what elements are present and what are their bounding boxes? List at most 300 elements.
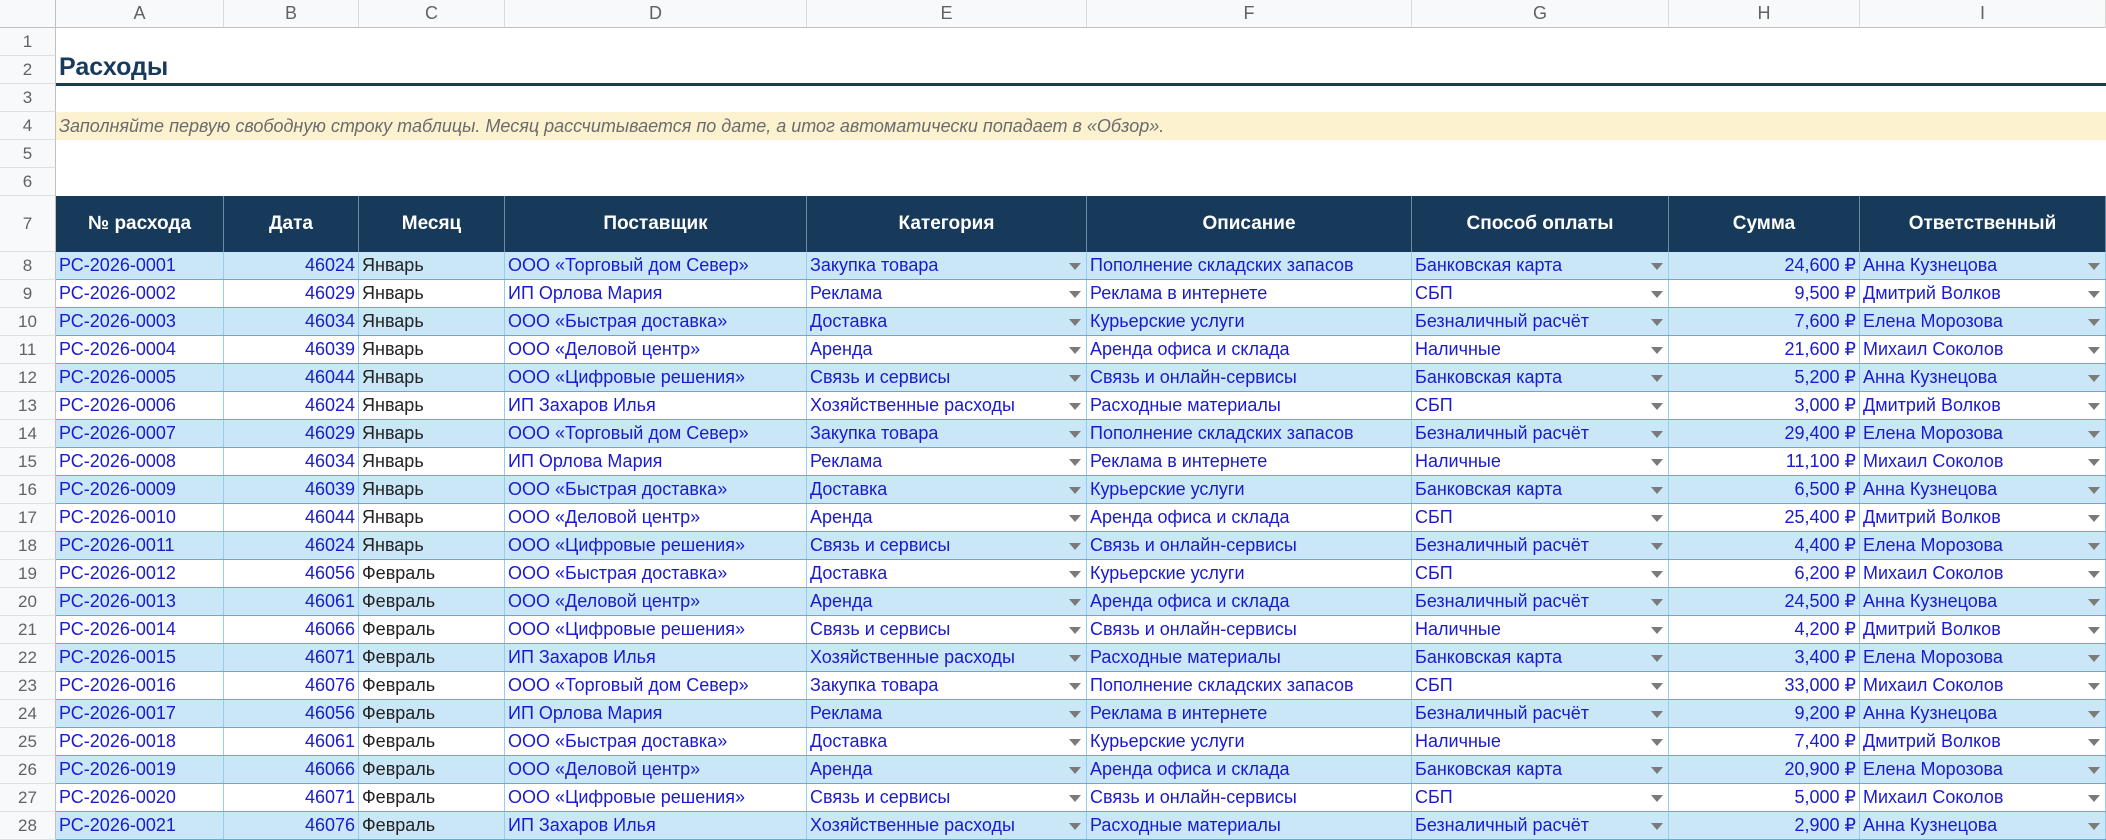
table-cell[interactable] [1087,532,1412,559]
table-cell[interactable] [359,700,505,727]
dropdown-arrow-icon[interactable] [1651,543,1663,550]
table-cell[interactable] [359,252,505,279]
dropdown-arrow-icon[interactable] [1651,767,1663,774]
dropdown-arrow-icon[interactable] [1069,823,1081,830]
table-cell[interactable] [56,700,224,727]
table-cell[interactable] [1669,420,1860,447]
table-cell[interactable] [505,448,807,475]
table-cell[interactable] [56,812,224,839]
table-cell[interactable] [1860,588,2106,615]
dropdown-arrow-icon[interactable] [1651,375,1663,382]
table-cell[interactable] [505,532,807,559]
dropdown-arrow-icon[interactable] [1651,711,1663,718]
column-header-d[interactable]: D [505,0,807,28]
dropdown-arrow-icon[interactable] [1651,403,1663,410]
table-cell[interactable] [1860,784,2106,811]
dropdown-arrow-icon[interactable] [1651,431,1663,438]
table-cell[interactable] [359,308,505,335]
table-cell[interactable] [56,560,224,587]
table-cell[interactable] [505,336,807,363]
table-cell[interactable] [359,560,505,587]
row-header-25[interactable]: 25 [0,728,56,756]
dropdown-arrow-icon[interactable] [1069,571,1081,578]
table-cell[interactable] [359,336,505,363]
column-header-b[interactable]: B [224,0,359,28]
dropdown-arrow-icon[interactable] [1651,795,1663,802]
table-cell[interactable] [359,392,505,419]
table-cell[interactable] [224,448,359,475]
table-cell[interactable] [56,364,224,391]
column-header-e[interactable]: E [807,0,1087,28]
dropdown-arrow-icon[interactable] [2088,711,2100,718]
column-header-i[interactable]: I [1860,0,2106,28]
table-cell[interactable] [56,532,224,559]
table-cell[interactable] [224,784,359,811]
select-all-corner[interactable] [0,0,56,28]
dropdown-arrow-icon[interactable] [2088,403,2100,410]
table-cell[interactable] [224,728,359,755]
table-cell[interactable] [1412,728,1669,755]
dropdown-arrow-icon[interactable] [1069,655,1081,662]
table-cell[interactable] [1412,812,1669,839]
table-cell[interactable] [56,728,224,755]
dropdown-arrow-icon[interactable] [2088,599,2100,606]
table-cell[interactable] [224,336,359,363]
dropdown-arrow-icon[interactable] [1651,459,1663,466]
dropdown-arrow-icon[interactable] [2088,767,2100,774]
dropdown-arrow-icon[interactable] [1069,291,1081,298]
table-cell[interactable] [224,616,359,643]
dropdown-arrow-icon[interactable] [1069,459,1081,466]
row-header-14[interactable]: 14 [0,420,56,448]
table-cell[interactable] [224,364,359,391]
table-cell[interactable] [1669,616,1860,643]
dropdown-arrow-icon[interactable] [2088,543,2100,550]
table-cell[interactable] [807,308,1087,335]
dropdown-arrow-icon[interactable] [2088,683,2100,690]
table-cell[interactable] [1669,560,1860,587]
table-cell[interactable] [1412,252,1669,279]
table-cell[interactable] [56,392,224,419]
table-cell[interactable] [1087,812,1412,839]
dropdown-arrow-icon[interactable] [1651,347,1663,354]
table-cell[interactable] [1412,588,1669,615]
table-cell[interactable] [505,784,807,811]
table-cell[interactable] [224,420,359,447]
table-cell[interactable] [505,616,807,643]
table-cell[interactable] [807,728,1087,755]
table-cell[interactable] [505,476,807,503]
table-cell[interactable] [1669,476,1860,503]
table-cell[interactable] [224,476,359,503]
table-cell[interactable] [807,616,1087,643]
table-cell[interactable] [1860,336,2106,363]
table-cell[interactable] [56,476,224,503]
table-cell[interactable] [505,560,807,587]
table-cell[interactable] [807,280,1087,307]
dropdown-arrow-icon[interactable] [1651,571,1663,578]
table-cell[interactable] [807,784,1087,811]
table-cell[interactable] [807,476,1087,503]
dropdown-arrow-icon[interactable] [1069,711,1081,718]
table-cell[interactable] [505,308,807,335]
table-cell[interactable] [224,700,359,727]
table-cell[interactable] [56,504,224,531]
table-cell[interactable] [807,812,1087,839]
table-cell[interactable] [1860,644,2106,671]
table-cell[interactable] [359,476,505,503]
table-cell[interactable] [224,644,359,671]
dropdown-arrow-icon[interactable] [1651,263,1663,270]
table-cell[interactable] [807,700,1087,727]
dropdown-arrow-icon[interactable] [1069,487,1081,494]
table-cell[interactable] [505,644,807,671]
row-header-20[interactable]: 20 [0,588,56,616]
dropdown-arrow-icon[interactable] [1069,627,1081,634]
row-header-8[interactable]: 8 [0,252,56,280]
table-cell[interactable] [1412,532,1669,559]
table-cell[interactable] [224,308,359,335]
dropdown-arrow-icon[interactable] [1069,375,1081,382]
row-header-5[interactable]: 5 [0,140,56,168]
table-cell[interactable] [505,812,807,839]
table-cell[interactable] [807,644,1087,671]
table-cell[interactable] [1412,392,1669,419]
row-header-27[interactable]: 27 [0,784,56,812]
dropdown-arrow-icon[interactable] [1069,263,1081,270]
row-header-16[interactable]: 16 [0,476,56,504]
dropdown-arrow-icon[interactable] [1069,403,1081,410]
table-cell[interactable] [505,504,807,531]
table-cell[interactable] [1860,700,2106,727]
table-cell[interactable] [1412,700,1669,727]
column-header-g[interactable]: G [1412,0,1669,28]
table-cell[interactable] [1669,504,1860,531]
row-header-28[interactable]: 28 [0,812,56,840]
dropdown-arrow-icon[interactable] [2088,515,2100,522]
table-cell[interactable] [359,756,505,783]
table-cell[interactable] [56,616,224,643]
table-cell[interactable] [224,588,359,615]
column-header-c[interactable]: C [359,0,505,28]
table-cell[interactable] [1669,532,1860,559]
row-header-11[interactable]: 11 [0,336,56,364]
row-header-19[interactable]: 19 [0,560,56,588]
table-cell[interactable] [1087,588,1412,615]
table-cell[interactable] [505,672,807,699]
dropdown-arrow-icon[interactable] [1069,683,1081,690]
table-cell[interactable] [1860,728,2106,755]
table-cell[interactable] [1860,532,2106,559]
row-header-24[interactable]: 24 [0,700,56,728]
dropdown-arrow-icon[interactable] [1069,795,1081,802]
table-cell[interactable] [1412,560,1669,587]
table-cell[interactable] [359,532,505,559]
row-header-21[interactable]: 21 [0,616,56,644]
table-cell[interactable] [1412,308,1669,335]
row-header-1[interactable]: 1 [0,28,56,56]
row-header-6[interactable]: 6 [0,168,56,196]
row-header-2[interactable]: 2 [0,56,56,84]
table-cell[interactable] [1860,476,2106,503]
row-header-12[interactable]: 12 [0,364,56,392]
dropdown-arrow-icon[interactable] [1651,683,1663,690]
table-cell[interactable] [1860,448,2106,475]
table-cell[interactable] [56,252,224,279]
table-cell[interactable] [1412,672,1669,699]
dropdown-arrow-icon[interactable] [2088,431,2100,438]
table-cell[interactable] [807,588,1087,615]
table-cell[interactable] [1087,308,1412,335]
table-cell[interactable] [1860,420,2106,447]
table-cell[interactable] [56,672,224,699]
dropdown-arrow-icon[interactable] [1069,767,1081,774]
table-cell[interactable] [1412,784,1669,811]
table-cell[interactable] [505,728,807,755]
row-header-23[interactable]: 23 [0,672,56,700]
table-cell[interactable] [1860,756,2106,783]
table-cell[interactable] [1412,448,1669,475]
table-cell[interactable] [807,364,1087,391]
table-header-cell[interactable]: Дата [224,196,359,252]
table-cell[interactable] [224,504,359,531]
row-header-3[interactable]: 3 [0,84,56,112]
table-cell[interactable] [359,420,505,447]
table-cell[interactable] [224,532,359,559]
table-cell[interactable] [1087,644,1412,671]
table-cell[interactable] [1860,504,2106,531]
table-cell[interactable] [1412,280,1669,307]
table-cell[interactable] [505,700,807,727]
dropdown-arrow-icon[interactable] [1651,487,1663,494]
table-cell[interactable] [1860,560,2106,587]
dropdown-arrow-icon[interactable] [1069,347,1081,354]
table-cell[interactable] [807,252,1087,279]
dropdown-arrow-icon[interactable] [2088,655,2100,662]
table-cell[interactable] [1669,728,1860,755]
table-cell[interactable] [224,756,359,783]
table-cell[interactable] [1860,672,2106,699]
table-cell[interactable] [807,756,1087,783]
table-cell[interactable] [1669,364,1860,391]
table-cell[interactable] [1412,420,1669,447]
table-cell[interactable] [1669,588,1860,615]
dropdown-arrow-icon[interactable] [1651,627,1663,634]
dropdown-arrow-icon[interactable] [2088,739,2100,746]
table-cell[interactable] [1860,308,2106,335]
dropdown-arrow-icon[interactable] [2088,795,2100,802]
table-cell[interactable] [807,336,1087,363]
table-cell[interactable] [56,784,224,811]
dropdown-arrow-icon[interactable] [2088,487,2100,494]
table-cell[interactable] [1087,476,1412,503]
dropdown-arrow-icon[interactable] [2088,319,2100,326]
table-cell[interactable] [359,364,505,391]
table-cell[interactable] [56,308,224,335]
row-header-22[interactable]: 22 [0,644,56,672]
table-cell[interactable] [359,280,505,307]
table-cell[interactable] [359,504,505,531]
table-cell[interactable] [359,448,505,475]
table-cell[interactable] [1669,336,1860,363]
table-cell[interactable] [1412,504,1669,531]
row-header-9[interactable]: 9 [0,280,56,308]
table-header-cell[interactable]: Поставщик [505,196,807,252]
table-cell[interactable] [359,728,505,755]
table-cell[interactable] [505,588,807,615]
table-cell[interactable] [1412,364,1669,391]
table-header-cell[interactable]: № расхода [56,196,224,252]
row-header-26[interactable]: 26 [0,756,56,784]
table-cell[interactable] [1860,252,2106,279]
row-header-7[interactable]: 7 [0,196,56,252]
dropdown-arrow-icon[interactable] [2088,263,2100,270]
table-cell[interactable] [1087,392,1412,419]
table-cell[interactable] [56,420,224,447]
table-cell[interactable] [1087,728,1412,755]
table-cell[interactable] [1669,812,1860,839]
table-header-cell[interactable]: Месяц [359,196,505,252]
table-cell[interactable] [1669,308,1860,335]
table-cell[interactable] [1669,784,1860,811]
table-cell[interactable] [505,364,807,391]
table-cell[interactable] [1087,280,1412,307]
table-cell[interactable] [1669,448,1860,475]
table-cell[interactable] [56,756,224,783]
dropdown-arrow-icon[interactable] [1651,515,1663,522]
table-cell[interactable] [56,336,224,363]
table-cell[interactable] [505,280,807,307]
table-cell[interactable] [1087,700,1412,727]
dropdown-arrow-icon[interactable] [1651,655,1663,662]
table-cell[interactable] [807,532,1087,559]
column-header-f[interactable]: F [1087,0,1412,28]
table-cell[interactable] [505,392,807,419]
dropdown-arrow-icon[interactable] [1069,739,1081,746]
table-cell[interactable] [1669,392,1860,419]
table-cell[interactable] [1412,756,1669,783]
table-cell[interactable] [807,672,1087,699]
table-cell[interactable] [1087,504,1412,531]
table-cell[interactable] [1087,784,1412,811]
table-cell[interactable] [807,420,1087,447]
table-cell[interactable] [1087,756,1412,783]
dropdown-arrow-icon[interactable] [1069,515,1081,522]
table-header-cell[interactable]: Способ оплаты [1412,196,1669,252]
table-cell[interactable] [1860,616,2106,643]
column-header-h[interactable]: H [1669,0,1860,28]
table-header-cell[interactable]: Описание [1087,196,1412,252]
table-cell[interactable] [224,812,359,839]
dropdown-arrow-icon[interactable] [2088,571,2100,578]
row-header-15[interactable]: 15 [0,448,56,476]
table-cell[interactable] [1669,700,1860,727]
dropdown-arrow-icon[interactable] [2088,627,2100,634]
dropdown-arrow-icon[interactable] [1069,543,1081,550]
dropdown-arrow-icon[interactable] [1069,599,1081,606]
dropdown-arrow-icon[interactable] [1651,291,1663,298]
table-cell[interactable] [1412,336,1669,363]
table-cell[interactable] [807,392,1087,419]
table-cell[interactable] [807,504,1087,531]
table-cell[interactable] [505,756,807,783]
row-header-4[interactable]: 4 [0,112,56,140]
dropdown-arrow-icon[interactable] [2088,823,2100,830]
table-cell[interactable] [224,252,359,279]
table-header-cell[interactable]: Категория [807,196,1087,252]
table-cell[interactable] [505,420,807,447]
table-cell[interactable] [1669,280,1860,307]
table-cell[interactable] [1669,644,1860,671]
table-cell[interactable] [1860,364,2106,391]
table-cell[interactable] [359,812,505,839]
table-cell[interactable] [1860,812,2106,839]
table-cell[interactable] [56,448,224,475]
dropdown-arrow-icon[interactable] [1651,823,1663,830]
dropdown-arrow-icon[interactable] [1069,319,1081,326]
table-cell[interactable] [1412,476,1669,503]
dropdown-arrow-icon[interactable] [2088,375,2100,382]
dropdown-arrow-icon[interactable] [1651,599,1663,606]
column-header-a[interactable]: A [56,0,224,28]
table-header-cell[interactable]: Ответственный [1860,196,2106,252]
table-cell[interactable] [505,252,807,279]
table-cell[interactable] [56,588,224,615]
row-header-13[interactable]: 13 [0,392,56,420]
table-cell[interactable] [1087,672,1412,699]
dropdown-arrow-icon[interactable] [1069,431,1081,438]
row-header-17[interactable]: 17 [0,504,56,532]
table-cell[interactable] [807,560,1087,587]
table-header-cell[interactable]: Сумма [1669,196,1860,252]
table-cell[interactable] [1669,672,1860,699]
dropdown-arrow-icon[interactable] [1651,739,1663,746]
table-cell[interactable] [359,644,505,671]
row-header-10[interactable]: 10 [0,308,56,336]
instruction-note[interactable]: Заполняйте первую свободную строку таблицы. Месяц рассчитывается по дате, а итог автоматически попадает в «Обзор». [56,112,2106,140]
dropdown-arrow-icon[interactable] [2088,347,2100,354]
table-cell[interactable] [56,280,224,307]
table-cell[interactable] [1087,448,1412,475]
table-cell[interactable] [359,588,505,615]
dropdown-arrow-icon[interactable] [2088,459,2100,466]
table-cell[interactable] [1669,252,1860,279]
dropdown-arrow-icon[interactable] [2088,291,2100,298]
table-cell[interactable] [224,392,359,419]
table-cell[interactable] [807,448,1087,475]
table-cell[interactable] [224,280,359,307]
table-cell[interactable] [1087,616,1412,643]
dropdown-arrow-icon[interactable] [1651,319,1663,326]
table-cell[interactable] [1412,644,1669,671]
table-cell[interactable] [1412,616,1669,643]
table-cell[interactable] [1087,560,1412,587]
table-cell[interactable] [1860,280,2106,307]
table-cell[interactable] [1087,420,1412,447]
row-header-18[interactable]: 18 [0,532,56,560]
table-cell[interactable] [224,560,359,587]
table-cell[interactable] [1087,364,1412,391]
table-cell[interactable] [1087,336,1412,363]
table-cell[interactable] [224,672,359,699]
table-cell[interactable] [56,644,224,671]
table-cell[interactable] [1669,756,1860,783]
table-cell[interactable] [359,672,505,699]
table-cell[interactable] [1860,392,2106,419]
table-cell[interactable] [359,616,505,643]
table-cell[interactable] [1087,252,1412,279]
table-cell[interactable] [359,784,505,811]
